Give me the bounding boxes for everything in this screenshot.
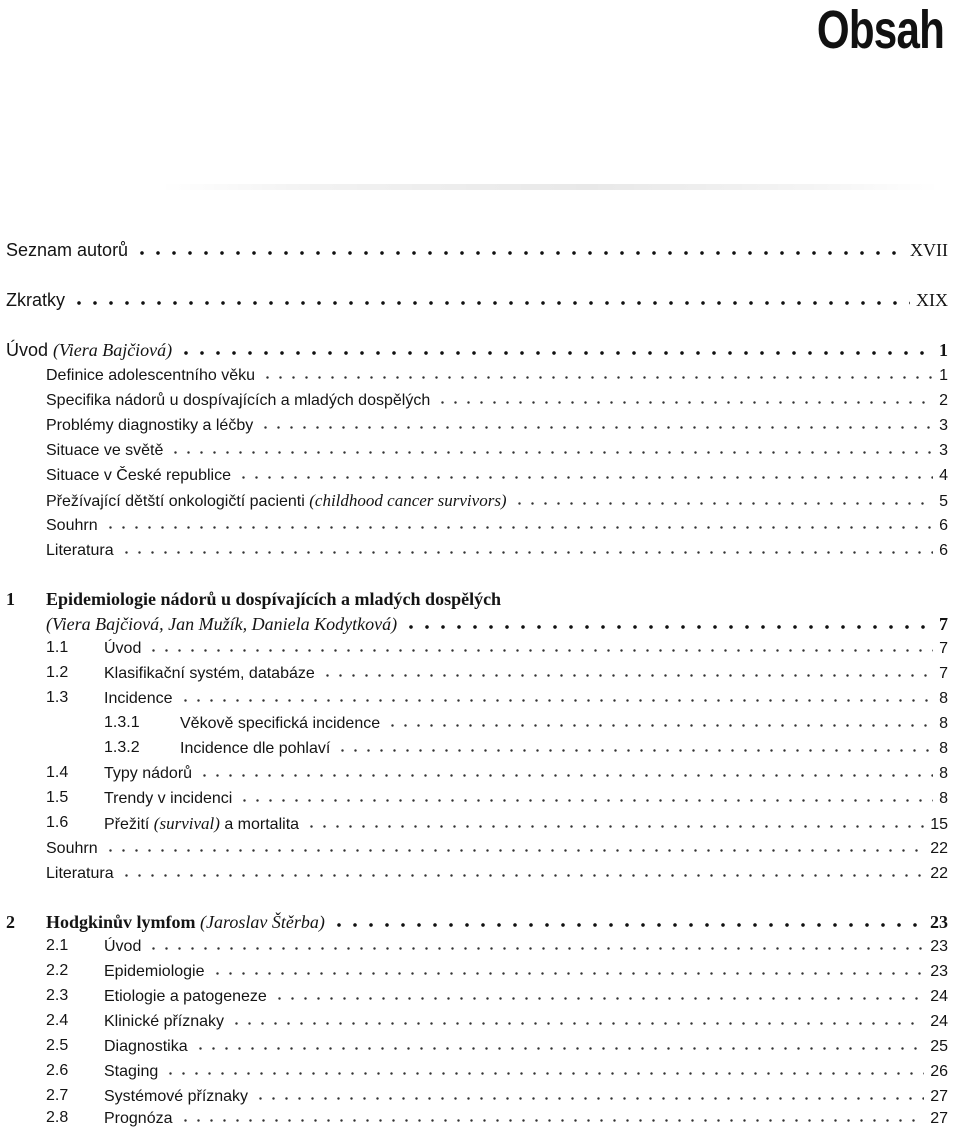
toc-page: 23: [930, 938, 948, 955]
toc-entry[interactable]: [0, 491, 960, 511]
toc-label: Situace ve světě: [46, 442, 164, 459]
toc-author: (Jaroslav Štěrba): [200, 912, 325, 932]
dot-leader: [134, 242, 904, 256]
section-number: 1.2: [46, 664, 69, 681]
toc-entry[interactable]: [0, 789, 960, 808]
toc-label: Etiologie a patogeneze: [104, 988, 267, 1005]
dot-leader: [230, 1012, 924, 1026]
toc-label: Situace v České republice: [46, 467, 231, 484]
toc-page: 7: [939, 614, 948, 634]
dot-leader: [71, 292, 910, 306]
toc-label: Literatura: [46, 542, 114, 559]
toc-label: Incidence: [104, 690, 173, 707]
toc-page: 26: [930, 1063, 948, 1080]
toc-entry[interactable]: [0, 1012, 960, 1031]
toc-page: 7: [939, 640, 948, 657]
toc-label: Věkově specifická incidence: [180, 715, 381, 732]
section-number: 2.2: [46, 962, 69, 979]
toc-page: XVII: [910, 240, 948, 260]
dot-leader: [259, 416, 933, 430]
toc-label: Hodgkinův lymfom (Jaroslav Štěrba): [46, 912, 325, 932]
toc-label: Přežívající dětští onkologičtí pacienti (childhood cancer survivors): [46, 491, 507, 510]
dot-leader: [120, 541, 934, 555]
toc-entry[interactable]: [0, 1037, 960, 1056]
toc-page: XIX: [916, 290, 948, 310]
toc-label: Literatura: [46, 865, 114, 882]
section-number: 1.4: [46, 764, 69, 781]
toc-label: Souhrn: [46, 840, 98, 857]
toc-page: 23: [930, 912, 948, 932]
section-number: 2.5: [46, 1037, 69, 1054]
toc-entry[interactable]: [0, 416, 960, 435]
dot-leader: [147, 639, 933, 653]
dot-leader: [147, 937, 924, 951]
toc-page: 6: [939, 517, 948, 534]
dot-leader: [386, 714, 933, 728]
dot-leader: [305, 815, 924, 829]
toc-entry[interactable]: [0, 1109, 960, 1128]
toc-label: Staging: [104, 1063, 159, 1080]
dot-leader: [120, 864, 925, 878]
chapter-number: 1: [6, 589, 15, 609]
toc-entry-chapter-authors[interactable]: [0, 614, 960, 635]
toc-entry-authors[interactable]: [0, 240, 960, 261]
toc-label: Prognóza: [104, 1110, 173, 1127]
dot-leader: [178, 342, 933, 356]
toc-page: 2: [939, 392, 948, 409]
dot-leader: [179, 1109, 925, 1123]
dot-leader: [211, 962, 925, 976]
toc-entry[interactable]: [0, 839, 960, 858]
toc-label: Epidemiologie: [104, 963, 205, 980]
dot-leader: [169, 441, 933, 455]
chapter-title[interactable]: Epidemiologie nádorů u dospívajících a mladých dospělých: [46, 589, 502, 609]
dot-leader: [436, 391, 933, 405]
page-title: Obsah: [816, 0, 944, 60]
toc-label: Specifika nádorů u dospívajících a mladých dospělých: [46, 392, 431, 409]
dot-leader: [336, 739, 933, 753]
toc-entry-intro[interactable]: [0, 340, 960, 361]
toc-label: Trendy v incidenci: [104, 790, 233, 807]
toc-label: Systémové příznaky: [104, 1088, 249, 1105]
toc-page: 8: [939, 715, 948, 732]
toc-entry[interactable]: [0, 366, 960, 385]
dot-leader: [179, 689, 934, 703]
section-number: 1.6: [46, 814, 69, 831]
dot-leader: [237, 466, 933, 480]
toc-label: Definice adolescentního věku: [46, 367, 256, 384]
toc-entry[interactable]: [0, 814, 960, 834]
toc-label: Seznam autorů: [6, 240, 129, 260]
toc-entry[interactable]: [0, 864, 960, 883]
toc-page: 27: [930, 1110, 948, 1127]
section-number: 1.3.2: [104, 739, 140, 756]
toc-entry[interactable]: [0, 664, 960, 683]
toc-page: 4: [939, 467, 948, 484]
toc-page: 3: [939, 442, 948, 459]
toc-page: 22: [930, 840, 948, 857]
toc-page: 24: [930, 988, 948, 1005]
dot-leader: [403, 616, 933, 630]
toc-label: Incidence dle pohlaví: [180, 740, 331, 757]
toc-entry[interactable]: [0, 391, 960, 410]
toc-entry[interactable]: [0, 937, 960, 956]
section-number: 2.3: [46, 987, 69, 1004]
toc-label: Zkratky: [6, 290, 66, 310]
toc-entry[interactable]: [0, 962, 960, 981]
toc-entry[interactable]: [0, 764, 960, 783]
section-number: 1.5: [46, 789, 69, 806]
toc-entry[interactable]: [0, 987, 960, 1006]
dot-leader: [194, 1037, 925, 1051]
toc-label: Úvod: [104, 640, 142, 657]
toc-entry[interactable]: [0, 516, 960, 535]
section-number: 2.8: [46, 1109, 69, 1126]
toc-page: 8: [939, 790, 948, 807]
toc-entry[interactable]: [0, 1087, 960, 1106]
toc-entry[interactable]: [0, 714, 960, 733]
toc-page: 8: [939, 740, 948, 757]
section-number: 2.4: [46, 1012, 69, 1029]
dot-leader: [321, 664, 933, 678]
section-number: 1.3.1: [104, 714, 140, 731]
toc-entry-chapter[interactable]: [0, 912, 960, 933]
section-number: 2.6: [46, 1062, 69, 1079]
dot-leader: [104, 839, 925, 853]
dot-leader: [254, 1087, 924, 1101]
toc-entry[interactable]: [0, 639, 960, 658]
toc-page: 5: [939, 493, 948, 510]
toc-page: 27: [930, 1088, 948, 1105]
toc-label: Typy nádorů: [104, 765, 193, 782]
toc-page: 1: [939, 367, 948, 384]
toc-page: 1: [939, 340, 948, 360]
toc-page: 15: [930, 816, 948, 833]
toc-page: 8: [939, 690, 948, 707]
toc-entry[interactable]: [0, 689, 960, 708]
toc-label: Klinické příznaky: [104, 1013, 225, 1030]
toc-page: 23: [930, 963, 948, 980]
dot-leader: [331, 914, 924, 928]
section-number: 2.1: [46, 937, 69, 954]
toc-entry[interactable]: [0, 466, 960, 485]
toc-entry[interactable]: [0, 739, 960, 758]
toc-label: Problémy diagnostiky a léčby: [46, 417, 254, 434]
toc-page: 22: [930, 865, 948, 882]
section-number: 1.3: [46, 689, 69, 706]
toc-author: (Viera Bajčiová, Jan Mužík, Daniela Kodytková): [46, 614, 398, 634]
toc-label: Souhrn: [46, 517, 98, 534]
dot-leader: [198, 764, 933, 778]
chapter-number: 2: [6, 912, 15, 932]
toc-page: 25: [930, 1038, 948, 1055]
dot-leader: [513, 492, 934, 506]
toc-entry[interactable]: [0, 441, 960, 460]
toc-page: 6: [939, 542, 948, 559]
section-number: 1.1: [46, 639, 69, 656]
toc-author: (Viera Bajčiová): [53, 340, 173, 360]
toc-label: Klasifikační systém, databáze: [104, 665, 315, 682]
toc-label: Diagnostika: [104, 1038, 188, 1055]
toc-page: 8: [939, 765, 948, 782]
toc-label: Přežití (survival) a mortalita: [104, 814, 300, 833]
toc-label: Úvod (Viera Bajčiová): [6, 340, 173, 360]
dot-leader: [104, 516, 934, 530]
dot-leader: [261, 366, 933, 380]
section-number: 2.7: [46, 1087, 69, 1104]
toc-page: 3: [939, 417, 948, 434]
dot-leader: [273, 987, 924, 1001]
toc-label: Úvod: [104, 938, 142, 955]
toc-page: 24: [930, 1013, 948, 1030]
toc-entry-abbreviations[interactable]: [0, 290, 960, 311]
toc-entry[interactable]: [0, 1062, 960, 1081]
dot-leader: [164, 1062, 924, 1076]
dot-leader: [238, 789, 933, 803]
toc-page: 7: [939, 665, 948, 682]
toc-entry[interactable]: [0, 541, 960, 560]
